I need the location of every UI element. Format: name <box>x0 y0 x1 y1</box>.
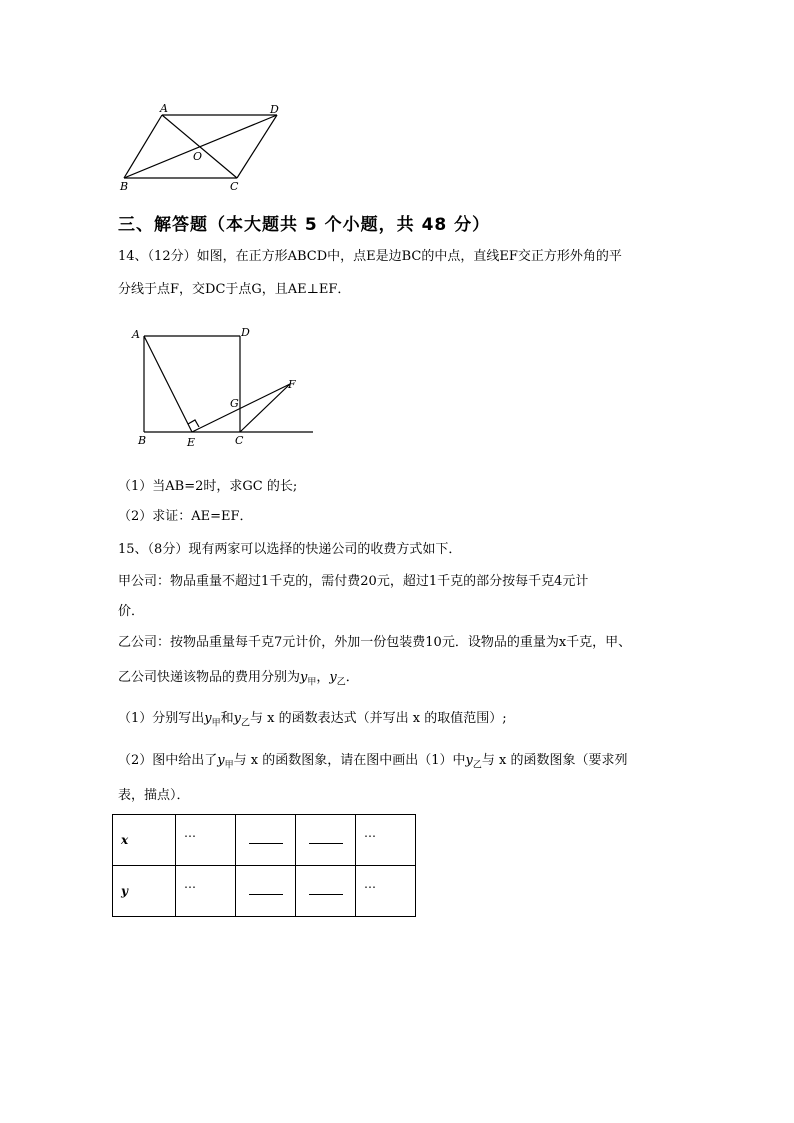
label-d: D <box>270 103 279 116</box>
y-yi-symbol: y <box>329 670 337 685</box>
answer-blank[interactable] <box>249 833 283 844</box>
right-angle-mark <box>188 420 199 427</box>
segment-ef <box>192 384 290 432</box>
segment-ae <box>144 336 192 432</box>
ellipsis: … <box>184 877 196 891</box>
side-ab <box>124 115 162 178</box>
q14-line1: 14、（12分）如图，在正方形ABCD中，点E是边BC的中点，直线EF交正方形外角的平 <box>118 249 622 264</box>
y-jia-symbol: y <box>217 753 225 768</box>
table-cell-blank[interactable] <box>236 866 296 917</box>
table-cell-blank[interactable] <box>236 815 296 866</box>
row-header-y: y <box>113 866 176 917</box>
answer-blank[interactable] <box>309 884 343 895</box>
value-table <box>112 814 416 917</box>
y-jia-symbol: y <box>204 711 212 726</box>
q15-line2: 甲公司：物品重量不超过1千克的，需付费20元，超过1千克的部分按每千克4元计 <box>118 574 589 589</box>
side-dc <box>237 115 277 178</box>
table-cell <box>176 815 236 866</box>
label-d: D <box>241 326 250 339</box>
label-e: E <box>187 436 196 449</box>
y-yi-subscript: 乙 <box>336 677 346 688</box>
q15-line1: 15、（8分）现有两家可以选择的快递公司的收费方式如下． <box>118 542 462 557</box>
label-c: C <box>230 180 239 193</box>
ellipsis: … <box>184 826 196 840</box>
y-yi-symbol: y <box>465 753 473 768</box>
part2-middle: 与 x 的函数图象，请在图中画出（1）中 <box>233 753 466 768</box>
label-f: F <box>288 378 296 391</box>
q15-part2-line2: 表，描点）． <box>118 788 190 803</box>
part1-prefix: （1）分别写出 <box>118 711 205 726</box>
separator: ， <box>316 670 330 685</box>
label-g: G <box>230 397 239 410</box>
table-row-x <box>113 815 416 866</box>
label-c: C <box>235 434 244 447</box>
q15-part2 <box>118 752 628 775</box>
table-cell <box>176 866 236 917</box>
part1-rest: 与 x 的函数表达式（并写出 x 的取值范围）; <box>250 711 507 726</box>
q14-line2: 分线于点F，交DC于点G，且AE⊥EF． <box>118 282 351 297</box>
square-figure <box>128 322 318 452</box>
part1-and: 和 <box>220 711 234 726</box>
table-cell <box>356 815 416 866</box>
label-b: B <box>120 180 129 193</box>
q15-line5-prefix: 乙公司快递该物品的费用分别为 <box>118 670 301 685</box>
section-title: 三、解答题（本大题共 5 个小题，共 48 分） <box>118 215 491 235</box>
q15-line3: 价． <box>118 604 145 619</box>
table-cell-blank[interactable] <box>296 815 356 866</box>
diagonal-bd <box>124 115 277 178</box>
answer-blank[interactable] <box>309 833 343 844</box>
part2-prefix: （2）图中给出了 <box>118 753 218 768</box>
q15-line5 <box>118 669 359 692</box>
ellipsis: … <box>364 877 376 891</box>
line5-end: ． <box>345 670 359 685</box>
table-row-y <box>113 866 416 917</box>
y-jia-subscript: 甲 <box>307 677 317 688</box>
segment-cf <box>240 384 290 432</box>
y-yi-subscript: 乙 <box>241 718 251 729</box>
answer-blank[interactable] <box>249 884 283 895</box>
y-yi-symbol: y <box>233 711 242 726</box>
q14-part2: （2）求证：AE=EF． <box>118 509 253 524</box>
table-cell <box>356 866 416 917</box>
q15-part1 <box>118 710 507 733</box>
y-yi-subscript: 乙 <box>472 760 482 771</box>
label-o: O <box>193 150 203 163</box>
y-jia-subscript: 甲 <box>211 718 221 729</box>
table-cell-blank[interactable] <box>296 866 356 917</box>
y-jia-subscript: 甲 <box>224 760 234 771</box>
ellipsis: … <box>364 826 376 840</box>
y-jia-symbol: y <box>300 670 308 685</box>
label-a: A <box>160 102 168 115</box>
label-a: A <box>132 328 140 341</box>
part2-rest: 与 x 的函数图象（要求列 <box>481 753 628 768</box>
q15-line4: 乙公司：按物品重量每千克7元计价，外加一份包装费10元．设物品的重量为x千克，甲、 <box>118 635 632 650</box>
q14-part1: （1）当AB=2时，求GC 的长; <box>118 479 298 494</box>
parallelogram-figure <box>110 100 290 195</box>
label-b: B <box>138 434 147 447</box>
row-header-x: x <box>113 815 176 866</box>
